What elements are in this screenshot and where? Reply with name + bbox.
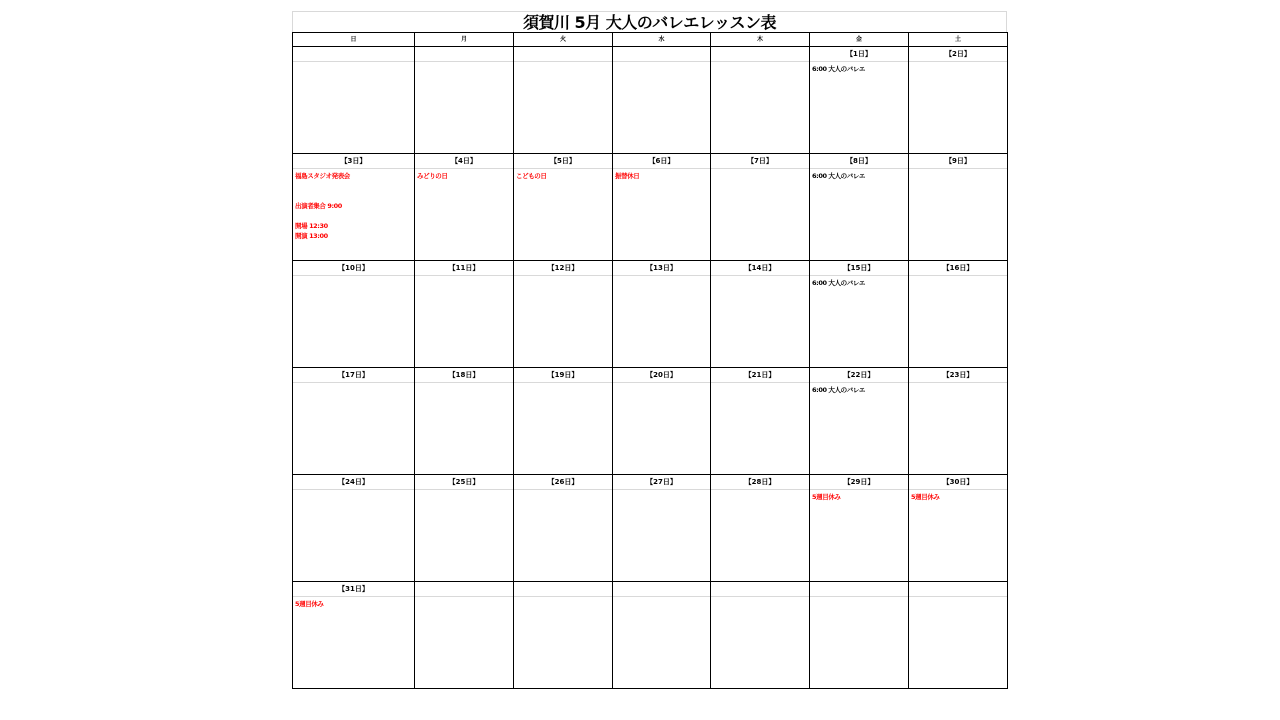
day-number: 【11日】 — [415, 261, 513, 276]
day-number: 【13日】 — [613, 261, 710, 276]
day-number: 【31日】 — [293, 582, 414, 597]
day-cell[interactable] — [415, 475, 514, 582]
day-number — [613, 582, 710, 597]
schedule-entry: こどもの日 — [516, 172, 547, 180]
day-number: 【9日】 — [909, 154, 1007, 169]
day-entries — [293, 276, 414, 278]
schedule-entry: 5週目休み — [295, 600, 324, 608]
day-number: 【25日】 — [415, 475, 513, 490]
day-number: 【4日】 — [415, 154, 513, 169]
day-cell[interactable] — [909, 261, 1008, 368]
schedule-entry: 出演者集合 9:00 — [295, 202, 342, 210]
day-entries — [909, 276, 1007, 278]
day-cell[interactable] — [514, 475, 613, 582]
week-row — [293, 261, 1008, 368]
day-entries — [909, 383, 1007, 385]
day-cell[interactable] — [810, 47, 909, 154]
day-cell[interactable] — [293, 582, 415, 689]
day-entries — [909, 490, 1007, 502]
day-cell[interactable] — [810, 154, 909, 261]
day-number: 【26日】 — [514, 475, 612, 490]
day-entries — [415, 169, 513, 181]
day-number: 【16日】 — [909, 261, 1007, 276]
day-number — [514, 47, 612, 62]
day-cell[interactable] — [415, 368, 514, 475]
day-entries — [415, 597, 513, 599]
day-cell[interactable] — [711, 47, 810, 154]
schedule-entry: 開場 12:30 — [295, 222, 328, 230]
day-cell[interactable] — [293, 475, 415, 582]
day-entries — [909, 597, 1007, 599]
day-entries — [711, 383, 809, 385]
day-number: 【8日】 — [810, 154, 908, 169]
day-cell[interactable] — [613, 582, 711, 689]
week-row — [293, 582, 1008, 689]
day-number — [711, 47, 809, 62]
day-entries — [514, 169, 612, 181]
day-cell[interactable] — [293, 154, 415, 261]
day-cell[interactable] — [613, 368, 711, 475]
day-cell[interactable] — [514, 154, 613, 261]
day-entries — [514, 62, 612, 64]
day-cell[interactable] — [415, 582, 514, 689]
day-number: 【12日】 — [514, 261, 612, 276]
day-cell[interactable] — [293, 368, 415, 475]
schedule-entry: 福島スタジオ発表会 — [295, 172, 350, 180]
day-cell[interactable] — [613, 261, 711, 368]
calendar-table — [292, 32, 1008, 689]
day-entries — [415, 62, 513, 64]
day-number — [909, 582, 1007, 597]
day-cell[interactable] — [810, 368, 909, 475]
day-number: 【14日】 — [711, 261, 809, 276]
day-number — [514, 582, 612, 597]
day-cell[interactable] — [293, 47, 415, 154]
day-cell[interactable] — [909, 475, 1008, 582]
weekday-header-row — [293, 33, 1008, 47]
weekday-tue: 火 — [514, 33, 613, 47]
day-entries — [810, 597, 908, 599]
day-number: 【22日】 — [810, 368, 908, 383]
day-number — [415, 47, 513, 62]
day-entries — [810, 62, 908, 74]
day-number — [810, 582, 908, 597]
day-cell[interactable] — [909, 154, 1008, 261]
weekday-sat: 土 — [909, 33, 1008, 47]
day-entries — [514, 490, 612, 492]
day-cell[interactable] — [415, 154, 514, 261]
day-number — [293, 47, 414, 62]
day-number: 【24日】 — [293, 475, 414, 490]
day-cell[interactable] — [613, 475, 711, 582]
day-number: 【10日】 — [293, 261, 414, 276]
schedule-entry: みどりの日 — [417, 172, 448, 180]
week-row — [293, 475, 1008, 582]
entry-spacer — [295, 181, 412, 191]
week-row — [293, 154, 1008, 261]
weekday-fri: 金 — [810, 33, 909, 47]
day-entries — [711, 597, 809, 599]
day-number: 【29日】 — [810, 475, 908, 490]
day-cell[interactable] — [711, 582, 810, 689]
day-entries — [415, 383, 513, 385]
day-entries — [293, 597, 414, 609]
day-number — [711, 582, 809, 597]
day-number: 【17日】 — [293, 368, 414, 383]
day-entries — [711, 276, 809, 278]
schedule-entry: 6:00 大人のバレエ — [812, 279, 866, 287]
day-cell[interactable] — [293, 261, 415, 368]
entry-spacer — [295, 211, 412, 221]
day-number — [613, 47, 710, 62]
day-entries — [415, 490, 513, 492]
weekday-mon: 月 — [415, 33, 514, 47]
day-number: 【3日】 — [293, 154, 414, 169]
day-entries — [293, 383, 414, 385]
day-cell[interactable] — [514, 47, 613, 154]
schedule-entry: 6:00 大人のバレエ — [812, 386, 866, 394]
day-entries — [810, 490, 908, 502]
day-number: 【2日】 — [909, 47, 1007, 62]
weekday-sun: 日 — [293, 33, 415, 47]
day-entries — [810, 169, 908, 181]
schedule-entry: 6:00 大人のバレエ — [812, 172, 866, 180]
day-cell[interactable] — [909, 368, 1008, 475]
day-entries — [415, 276, 513, 278]
schedule-entry: 6:00 大人のバレエ — [812, 65, 866, 73]
day-number: 【1日】 — [810, 47, 908, 62]
week-row — [293, 368, 1008, 475]
day-number: 【30日】 — [909, 475, 1007, 490]
day-number — [415, 582, 513, 597]
day-cell[interactable] — [711, 261, 810, 368]
day-number: 【23日】 — [909, 368, 1007, 383]
day-cell[interactable] — [613, 47, 711, 154]
day-cell[interactable] — [711, 154, 810, 261]
day-entries — [613, 490, 710, 492]
day-entries — [909, 62, 1007, 64]
day-number: 【5日】 — [514, 154, 612, 169]
weekday-wed: 水 — [613, 33, 711, 47]
day-entries — [711, 62, 809, 64]
day-entries — [810, 383, 908, 395]
schedule-entry: 5週目休み — [812, 493, 841, 501]
day-cell[interactable] — [810, 261, 909, 368]
day-number: 【21日】 — [711, 368, 809, 383]
schedule-entry: 5週目休み — [911, 493, 940, 501]
day-entries — [909, 169, 1007, 171]
day-entries — [810, 276, 908, 288]
day-entries — [613, 597, 710, 599]
lesson-schedule-sheet — [292, 11, 1007, 689]
day-entries — [514, 597, 612, 599]
day-cell[interactable] — [711, 475, 810, 582]
day-cell[interactable] — [810, 582, 909, 689]
day-cell[interactable] — [613, 154, 711, 261]
day-cell[interactable] — [909, 47, 1008, 154]
day-cell[interactable] — [514, 582, 613, 689]
day-number: 【6日】 — [613, 154, 710, 169]
day-entries — [293, 169, 414, 241]
day-cell[interactable] — [415, 47, 514, 154]
day-entries — [514, 383, 612, 385]
day-number: 【18日】 — [415, 368, 513, 383]
day-cell[interactable] — [909, 582, 1008, 689]
page-title: 須賀川 5月 大人のバレエレッスン表 — [292, 11, 1007, 32]
day-cell[interactable] — [711, 368, 810, 475]
day-entries — [711, 169, 809, 171]
day-entries — [293, 62, 414, 64]
schedule-entry: 振替休日 — [615, 172, 640, 180]
day-number: 【28日】 — [711, 475, 809, 490]
entry-spacer — [295, 191, 412, 201]
day-cell[interactable] — [514, 368, 613, 475]
day-number: 【7日】 — [711, 154, 809, 169]
week-row — [293, 47, 1008, 154]
calendar-body — [293, 47, 1008, 689]
day-entries — [613, 62, 710, 64]
day-number: 【15日】 — [810, 261, 908, 276]
day-entries — [711, 490, 809, 492]
day-cell[interactable] — [415, 261, 514, 368]
day-number: 【27日】 — [613, 475, 710, 490]
day-number: 【19日】 — [514, 368, 612, 383]
schedule-entry: 開演 13:00 — [295, 232, 328, 240]
day-entries — [613, 383, 710, 385]
day-cell[interactable] — [810, 475, 909, 582]
day-entries — [613, 276, 710, 278]
day-number: 【20日】 — [613, 368, 710, 383]
day-entries — [293, 490, 414, 492]
day-entries — [613, 169, 710, 181]
weekday-thu: 木 — [711, 33, 810, 47]
day-cell[interactable] — [514, 261, 613, 368]
day-entries — [514, 276, 612, 278]
